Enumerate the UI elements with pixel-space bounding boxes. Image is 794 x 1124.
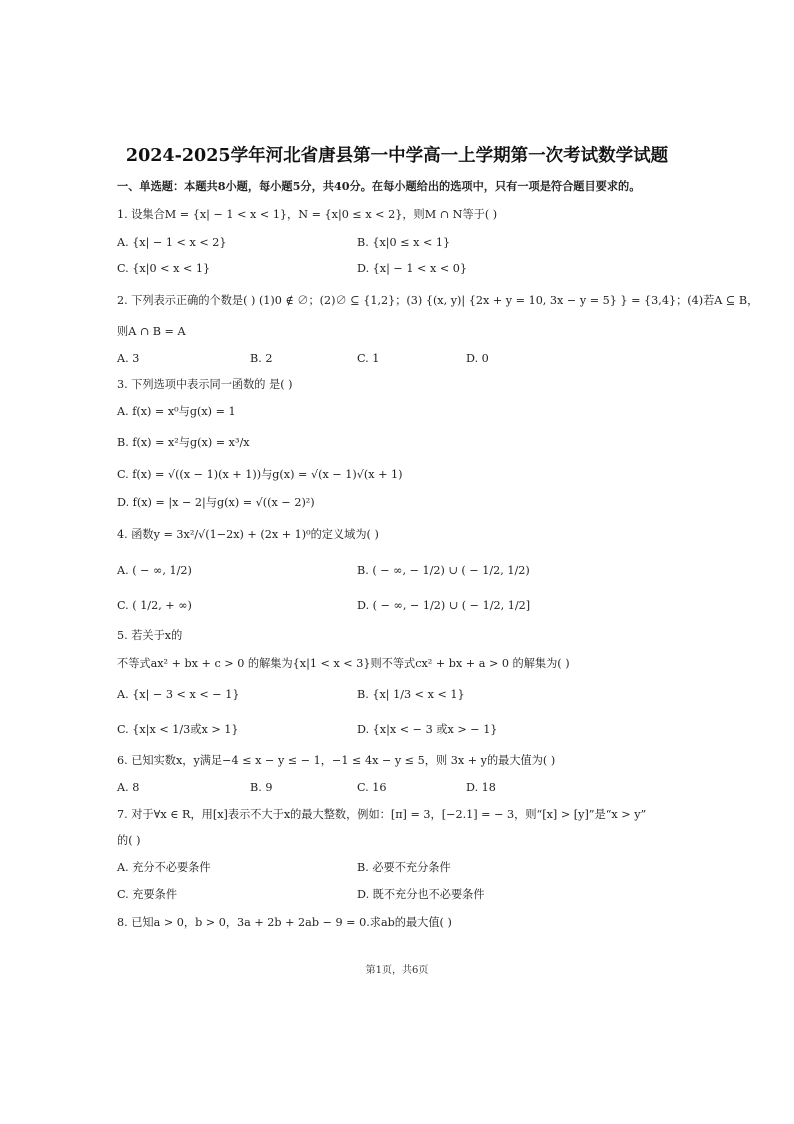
question-1-option-b: B. {x|0 ≤ x < 1} bbox=[357, 236, 451, 249]
question-4-option-b: B. ( − ∞, − 1/2) ∪ ( − 1/2, 1/2) bbox=[357, 564, 530, 577]
question-5-option-c: C. {x|x < 1/3或x > 1} bbox=[117, 723, 239, 736]
question-7-stem: 7. 对于∀x ∈ R，用[x]表示不大于x的最大整数，例如：[π] = 3，[−2.1] = − 3，则“[x] > [y]”是“x > y” bbox=[117, 808, 647, 821]
question-6-option-c: C. 16 bbox=[357, 781, 387, 794]
question-7-option-d: D. 既不充分也不必要条件 bbox=[357, 888, 485, 901]
question-5-stem-cont: 不等式ax² + bx + c > 0 的解集为{x|1 < x < 3}则不等式cx² + bx + a > 0 的解集为( ) bbox=[117, 657, 570, 670]
question-6-stem: 6. 已知实数x，y满足−4 ≤ x − y ≤ − 1，−1 ≤ 4x − y ≤ 5，则 3x + y的最大值为( ) bbox=[117, 754, 556, 767]
question-5-option-b: B. {x| 1/3 < x < 1} bbox=[357, 688, 465, 701]
question-3-option-d: D. f(x) = |x − 2|与g(x) = √((x − 2)²) bbox=[117, 496, 315, 509]
question-1-option-c: C. {x|0 < x < 1} bbox=[117, 262, 211, 275]
question-3-stem: 3. 下列选项中表示同一函数的 是( ) bbox=[117, 378, 293, 391]
question-6-option-a: A. 8 bbox=[117, 781, 140, 794]
page-title: 2024-2025学年河北省唐县第一中学高一上学期第一次考试数学试题 bbox=[125, 146, 669, 166]
question-4-stem: 4. 函数y = 3x²/√(1−2x) + (2x + 1)⁰的定义域为( ) bbox=[117, 528, 379, 541]
question-2-stem-cont: 则A ∩ B = A bbox=[117, 325, 186, 338]
question-2-stem: 2. 下列表示正确的个数是( ) (1)0 ∉ ∅；(2)∅ ⊆ {1,2}；(3) {(x, y)| {2x + y = 10, 3x − y = 5} } = {3,4}；(4)若A ⊆ B， bbox=[117, 294, 759, 307]
question-7-option-b: B. 必要不充分条件 bbox=[357, 861, 451, 874]
question-4-option-a: A. ( − ∞, 1/2) bbox=[117, 564, 192, 577]
question-3-option-a: A. f(x) = x⁰与g(x) = 1 bbox=[117, 405, 236, 418]
question-4-option-d: D. ( − ∞, − 1/2) ∪ ( − 1/2, 1/2] bbox=[357, 599, 531, 612]
question-2-option-a: A. 3 bbox=[117, 352, 140, 365]
page-footer: 第1页，共6页 bbox=[365, 965, 429, 976]
question-5-option-d: D. {x|x < − 3 或x > − 1} bbox=[357, 723, 498, 736]
question-1-option-d: D. {x| − 1 < x < 0} bbox=[357, 262, 468, 275]
question-2-option-b: B. 2 bbox=[250, 352, 273, 365]
question-8-stem: 8. 已知a > 0，b > 0，3a + 2b + 2ab − 9 = 0.求ab的最大值( ) bbox=[117, 916, 452, 929]
question-1-stem: 1. 设集合M = {x| − 1 < x < 1}，N = {x|0 ≤ x < 2}，则M ∩ N等于( ) bbox=[117, 208, 498, 221]
question-4-option-c: C. ( 1/2, + ∞) bbox=[117, 599, 192, 612]
question-2-option-d: D. 0 bbox=[466, 352, 489, 365]
question-7-option-c: C. 充要条件 bbox=[117, 888, 178, 901]
question-2-option-c: C. 1 bbox=[357, 352, 380, 365]
question-3-option-b: B. f(x) = x²与g(x) = x³/x bbox=[117, 436, 250, 449]
question-7-stem-cont: 的( ) bbox=[117, 834, 141, 847]
question-1-option-a: A. {x| − 1 < x < 2} bbox=[117, 236, 227, 249]
question-7-option-a: A. 充分不必要条件 bbox=[117, 861, 211, 874]
question-5-stem: 5. 若关于x的 bbox=[117, 629, 183, 642]
section-heading: 一、单选题：本题共8小题，每小题5分，共40分。在每小题给出的选项中，只有一项是符合题目要求的。 bbox=[117, 179, 641, 193]
question-6-option-d: D. 18 bbox=[466, 781, 496, 794]
question-6-option-b: B. 9 bbox=[250, 781, 273, 794]
question-3-option-c: C. f(x) = √((x − 1)(x + 1))与g(x) = √(x − 1)√(x + 1) bbox=[117, 468, 403, 481]
question-5-option-a: A. {x| − 3 < x < − 1} bbox=[117, 688, 240, 701]
